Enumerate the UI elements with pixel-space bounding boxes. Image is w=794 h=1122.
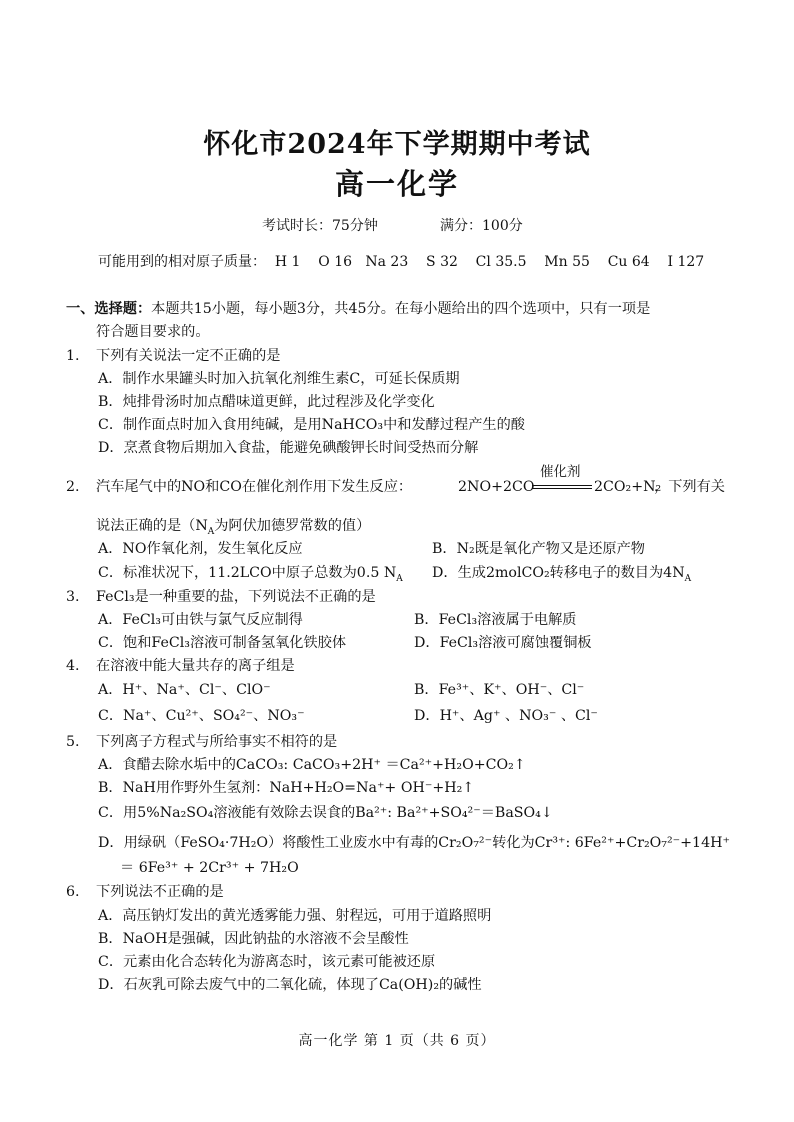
- q3-option-d: D．FeCl₃溶液可腐蚀覆铜板: [414, 635, 592, 651]
- section-instructions: [66, 299, 650, 319]
- q4-option-c: C．Na⁺、Cu²⁺、SO₄²⁻、NO₃⁻: [98, 708, 305, 724]
- q2-number: 2.: [66, 479, 80, 495]
- q1-option-b: B．炖排骨汤时加点醋味道更鲜，此过程涉及化学变化: [98, 394, 435, 410]
- q3-option-c: C．饱和FeCl₃溶液可制备氢氧化铁胶体: [98, 635, 347, 651]
- q2-stem-end: ，下列有关: [654, 479, 725, 495]
- q4-option-b: B．Fe³⁺、K⁺、OH⁻、Cl⁻: [414, 682, 585, 698]
- q5-option-a: A．食醋去除水垢中的CaCO₃: CaCO₃+2H⁺ ＝Ca²⁺+H₂O+CO₂↑: [98, 757, 526, 773]
- q4-number: 4.: [66, 658, 80, 674]
- full-score: 满分：100分: [440, 218, 523, 234]
- q3-option-a: A．FeCl₃可由铁与氯气反应制得: [98, 612, 303, 628]
- q2-equation-arrow: [532, 485, 592, 489]
- q2-option-a: A．NO作氧化剂，发生氧化反应: [98, 541, 303, 557]
- q6-option-b: B．NaOH是强碱，因此钠盐的水溶液不会呈酸性: [98, 931, 409, 947]
- q2-option-c: C．标准状况下，11.2LCO中原子总数为0.5 $N_A$: [98, 565, 403, 584]
- exam-title: 怀化市2024年下学期期中考试: [203, 129, 591, 160]
- section-heading: 一、选择题：: [66, 301, 152, 317]
- atomic-masses: 可能用到的相对原子质量： H 1 O 16 Na 23 S 32 Cl 35.5 Mn 55 Cu 64 I 127: [98, 254, 705, 270]
- q3-number: 3.: [66, 589, 80, 605]
- q5-option-d: D．用绿矾（FeSO₄·7H₂O）将酸性工业废水中有毒的Cr₂O₇²⁻转化为Cr³⁺: 6Fe²⁺+Cr₂O₇²⁻+14H⁺: [98, 835, 730, 851]
- q3-option-b: B．FeCl₃溶液属于电解质: [414, 612, 577, 628]
- q5-option-c: C．用5%Na₂SO₄溶液能有效除去误食的Ba²⁺: Ba²⁺+SO₄²⁻＝BaSO₄↓: [98, 805, 553, 821]
- exam-duration: 考试时长：75分钟: [262, 218, 378, 234]
- q4-stem: 在溶液中能大量共存的离子组是: [96, 658, 295, 674]
- q2-option-b: B．N₂既是氧化产物又是还原产物: [432, 541, 645, 557]
- q4-option-a: A．H⁺、Na⁺、Cl⁻、ClO⁻: [98, 682, 271, 698]
- q3-stem: FeCl₃是一种重要的盐，下列说法不正确的是: [96, 589, 376, 605]
- q5-stem: 下列离子方程式与所给事实不相符的是: [96, 734, 338, 750]
- q2-equation-left: 2NO+2CO: [458, 479, 535, 495]
- section-instructions-1: 本题共15小题，每小题3分，共45分。在每小题给出的四个选项中，只有一项是: [151, 301, 651, 317]
- q5-option-d-cont: ＝ 6Fe³⁺ + 2Cr³⁺ + 7H₂O: [120, 860, 299, 876]
- q4-option-d: D．H⁺、Ag⁺ 、NO₃⁻ 、Cl⁻: [414, 708, 598, 724]
- q6-option-a: A．高压钠灯发出的黄光透雾能力强、射程远，可用于道路照明: [98, 908, 492, 924]
- q6-option-d: D．石灰乳可除去废气中的二氧化硫，体现了Ca(OH)₂的碱性: [98, 977, 482, 993]
- q1-stem: 下列有关说法一定不正确的是: [96, 348, 281, 364]
- q2-equation-right: 2CO₂+N₂: [594, 479, 662, 495]
- q6-option-c: C．元素由化合态转化为游离态时，该元素可能被还原: [98, 954, 436, 970]
- q6-number: 6.: [66, 884, 80, 900]
- q2-option-d: D．生成2molCO₂转移电子的数目为$4N_A$: [432, 565, 692, 584]
- q1-option-c: C．制作面点时加入食用纯碱，是用NaHCO₃中和发酵过程产生的酸: [98, 417, 525, 433]
- q5-number: 5.: [66, 734, 80, 750]
- q1-number: 1.: [66, 348, 80, 364]
- section-instructions-2: 符合题目要求的。: [96, 324, 210, 340]
- q2-stem: 汽车尾气中的NO和CO在催化剂作用下发生反应：: [96, 479, 413, 495]
- page-footer: 高一化学 第 1 页（共 6 页）: [298, 1033, 496, 1049]
- q1-option-d: D．烹煮食物后期加入食盐，能避免碘酸钾长时间受热而分解: [98, 440, 479, 456]
- exam-subject: 高一化学: [334, 167, 459, 201]
- q2-catalyst-label: 催化剂: [540, 464, 581, 479]
- q6-stem: 下列说法不正确的是: [96, 884, 224, 900]
- q2-stem-2: 说法正确的是（$N_A$为阿伏加德罗常数的值）: [96, 518, 371, 537]
- q5-option-b: B．NaH用作野外生氢剂：NaH+H₂O=Na⁺+ OH⁻+H₂↑: [98, 780, 475, 796]
- q1-option-a: A．制作水果罐头时加入抗氧化剂维生素C，可延长保质期: [98, 371, 460, 387]
